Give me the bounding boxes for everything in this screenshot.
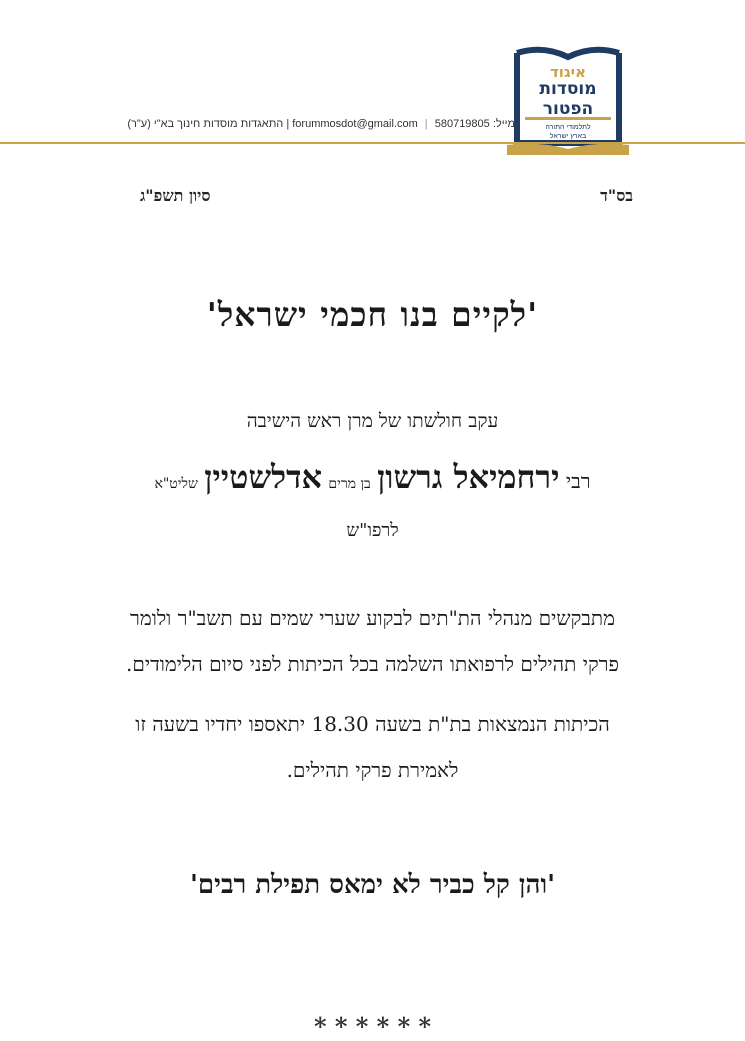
hebrew-date: סיון תשפ"ג bbox=[140, 186, 211, 205]
paragraph-1-line-1: מתבקשים מנהלי הת"תים לבקוע שערי שמים עם תשב"ר ולומר bbox=[130, 606, 615, 630]
paragraph-2-line-2: לאמירת פרקי תהילים. bbox=[286, 758, 459, 782]
page-title: 'לקיים בנו חכמי ישראל' bbox=[206, 295, 539, 334]
logo-tagline-1: לתלמודי התורה bbox=[545, 124, 591, 131]
bsd-mark: בס"ד bbox=[600, 186, 633, 205]
rabbi-name-line bbox=[0, 458, 745, 496]
contact-line bbox=[55, 118, 515, 130]
separator: | bbox=[424, 118, 428, 130]
paragraph-2-line-1: הכיתות הנמצאות בת"ת בשעה 18.30 יתאספו יחדיו בשעה זו bbox=[135, 712, 610, 736]
logo-line-3: הפטור bbox=[542, 99, 594, 119]
refua-line: לרפו"ש bbox=[346, 520, 399, 541]
cut-off-line: * * * * * * bbox=[313, 1012, 432, 1041]
name-mother: בן מרים bbox=[328, 476, 371, 492]
email-address[interactable]: forummosdot@gmail.com bbox=[292, 118, 418, 130]
name-suffix: שליט"א bbox=[154, 476, 198, 492]
subtitle: עקב חולשתו של מרן ראש הישיבה bbox=[246, 410, 499, 432]
email-label: מייל: bbox=[492, 118, 515, 130]
logo-tagline-2: בארץ ישראל bbox=[549, 133, 587, 140]
name-prefix: רבי bbox=[565, 469, 591, 493]
name-first: ירחמיאל גרשון bbox=[377, 458, 560, 496]
header-divider bbox=[0, 142, 745, 144]
logo-line-1: איגוד bbox=[549, 63, 586, 81]
name-last: אדלשטיין bbox=[204, 458, 323, 496]
logo-line-2: מוסדות bbox=[539, 79, 597, 99]
closing-verse: 'והן קל כביר לא ימאס תפילת רבים' bbox=[189, 870, 556, 900]
organization-info: 580719805 | התאגדות מוסדות חינוך בא"י (ע"ר) bbox=[127, 118, 490, 130]
paragraph-1-line-2: פרקי תהילים לרפואתו השלמה בכל הכיתות לפני סיום הלימודים. bbox=[126, 652, 619, 676]
